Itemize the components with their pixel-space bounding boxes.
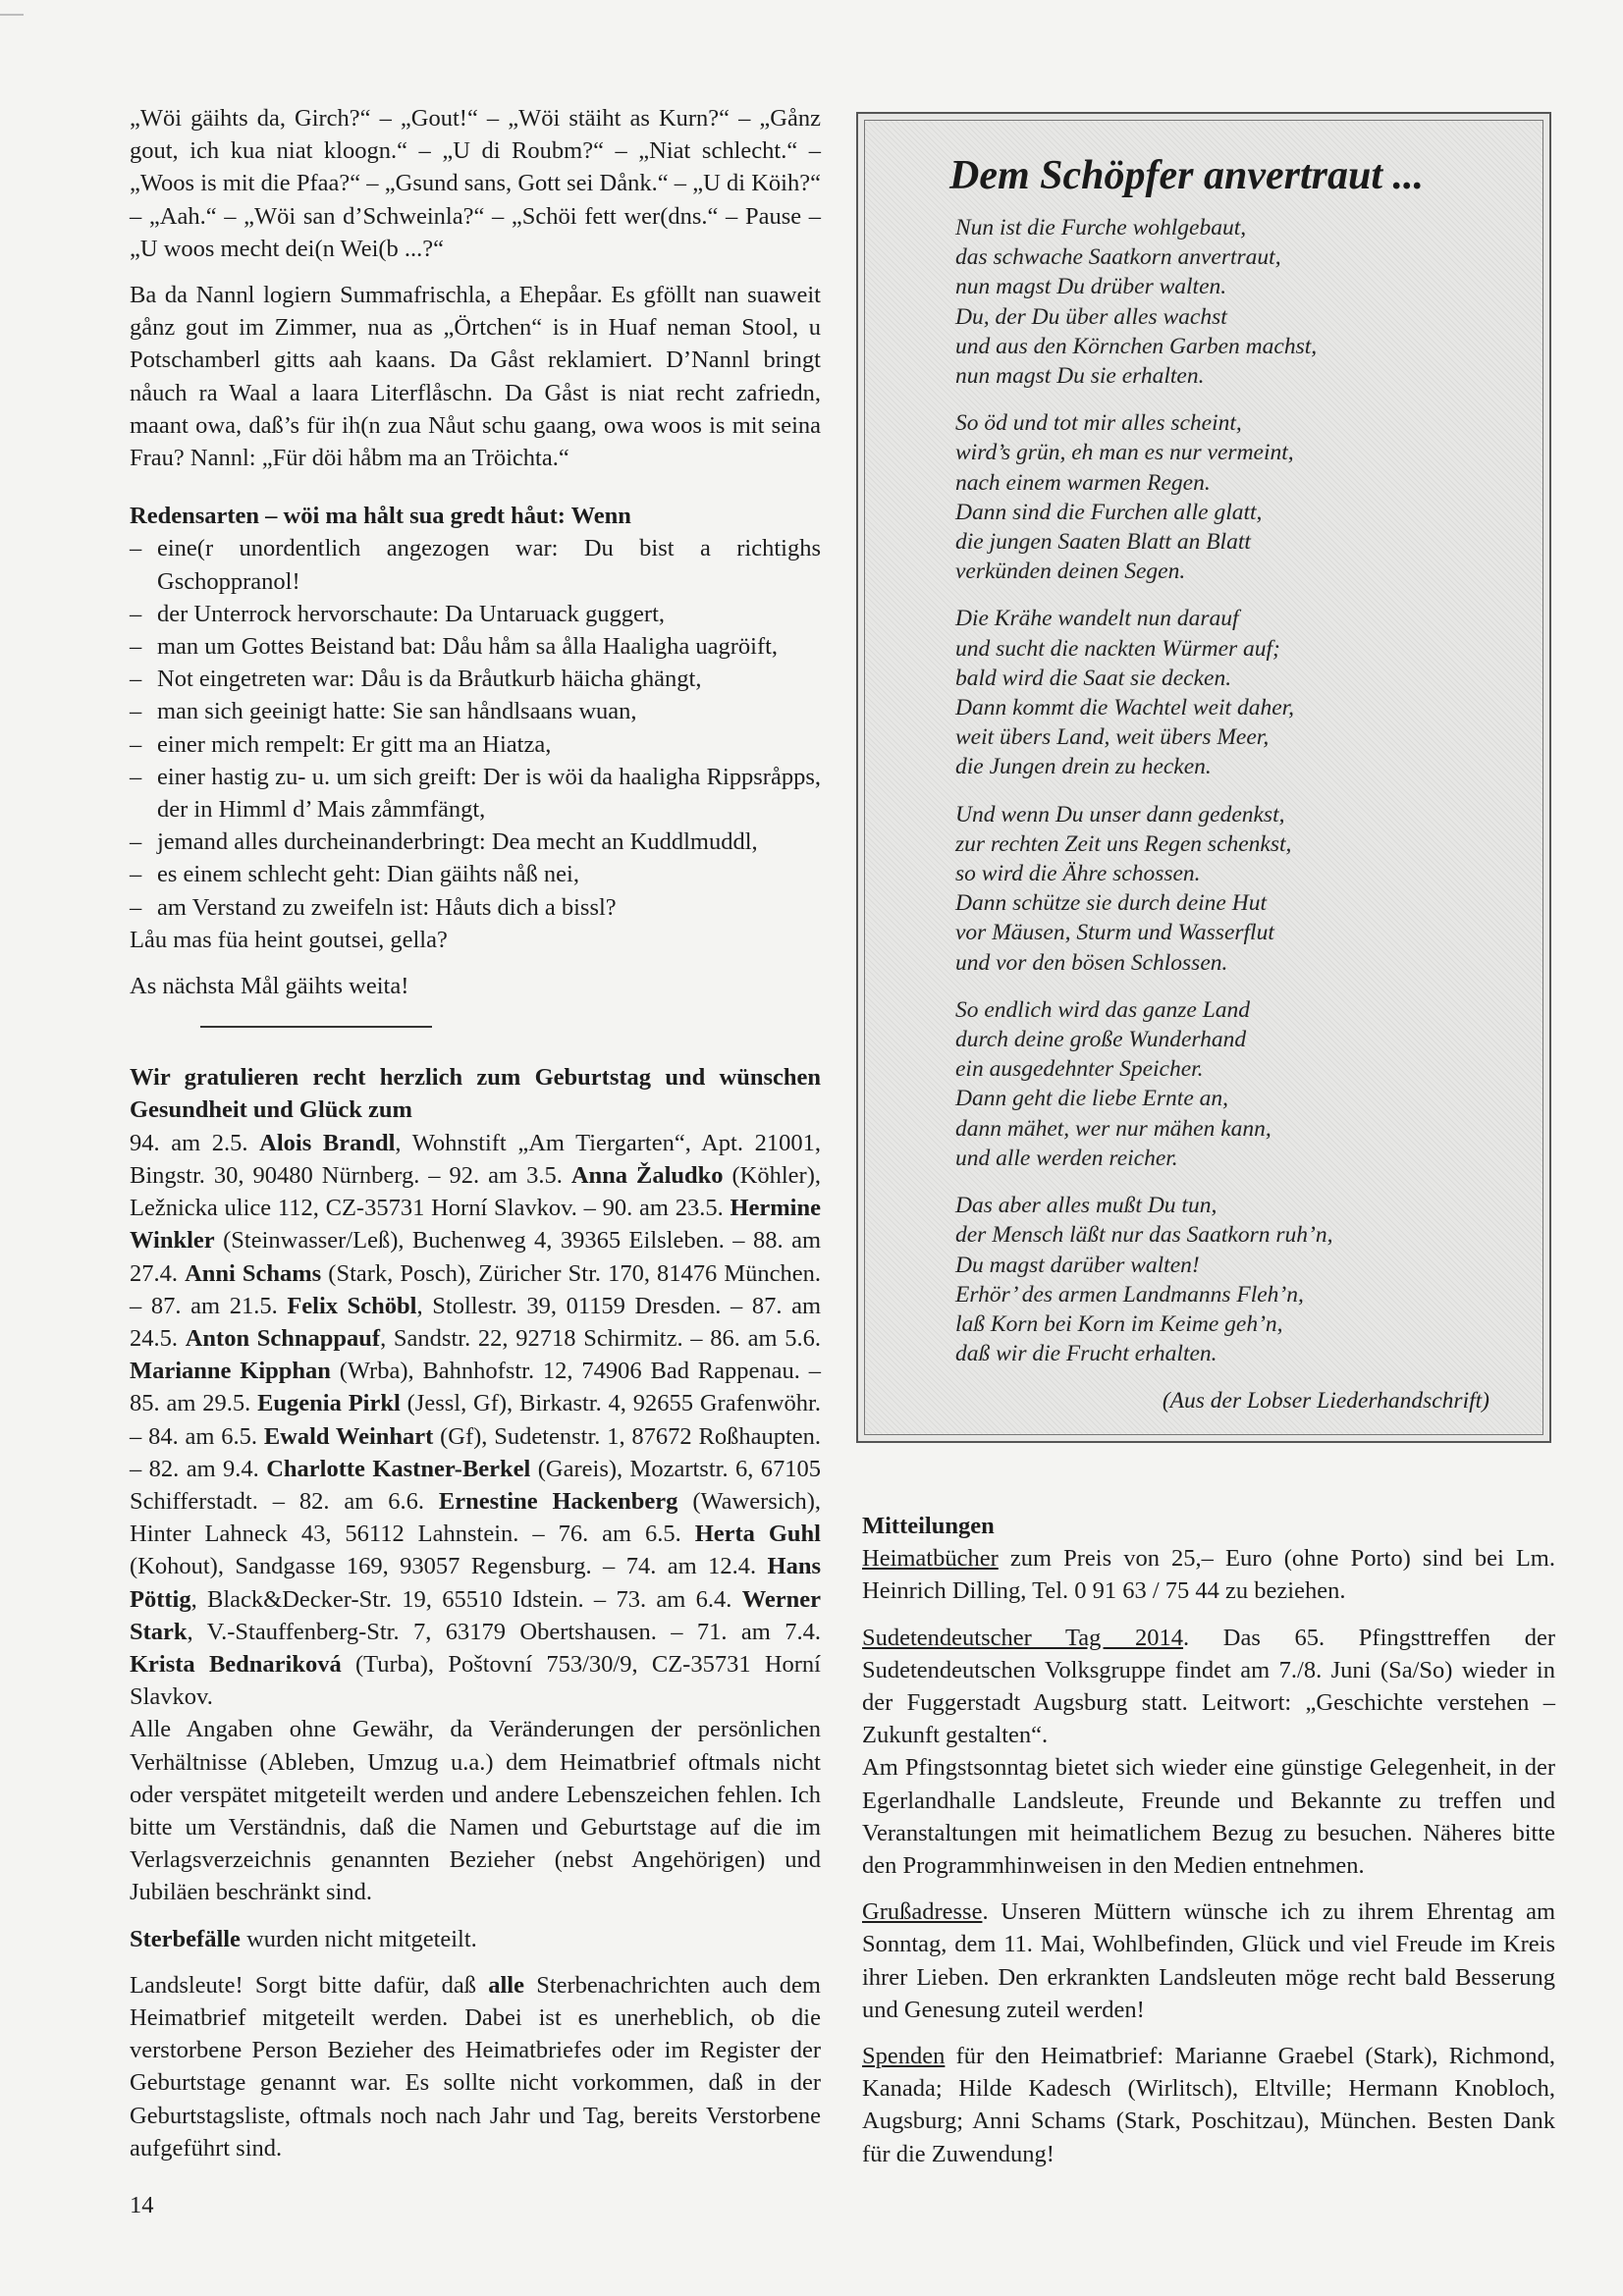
donations-text: für den Heimatbrief: Marianne Graebel (Stark), Richmond, Kanada; Hilde Kadesch (Wirlitsch), Eltville; Hermann Knobloch, Augsburg; Anni Schams (Stark, Poschitzau), München. Besten Dank für die Zuwendung! [862,2043,1555,2167]
poem-line: nun magst Du sie erhalten. [955,363,1205,390]
birthday-entry-details: , Stollestr. 39, 01159 Dresden. – [416,1292,752,1319]
poem-line: So öd und tot mir alles scheint, [955,410,1242,437]
dialect-story: Ba da Nannl logiern Summafrischla, a Ehepåar. Es gföllt nan suaweit gånz gout im Zimmer, nua as „Örtchen“ is in Huaf neman Stool, u Potschamberl gitts aah kaans. Da Gåst reklamiert. D’Nannl bringt nåuch ra Waal a laara Literflåschn. Da Gåst is niat recht zafriedn, maant owa, daß’s für ih(n zua Nåut schu gaang, owa woos is mit seina Frau? Nannl: „Für döi håbm ma an Tröichta.“ [130,282,821,472]
poem-stanza [955,408,1503,586]
poem-line: durch deine große Wunderhand [955,1027,1247,1053]
birthday-entry-prefix: 71. am 7.4. [696,1618,821,1645]
birthday-name: Marianne Kipphan [130,1358,331,1385]
birthday-entry-prefix: 82. am 6.6. [298,1487,439,1515]
birthday-entry-prefix: 84. am 6.5. [148,1422,264,1450]
birthday-entry-prefix: 92. am 3.5. [449,1161,571,1189]
announcement-pentecost: Am Pfingstsonntag bietet sich wieder eine günstige Gelegenheit, in der Egerlandhalle Landsleute, Freunde und Bekannte zu treffen und Veranstaltungen mit heimatlichem Bezug zu besuchen. Näheres bitte den Programmhinweisen in den Medien entnehmen. [862,1754,1555,1880]
announcement-donations [862,2040,1555,2170]
saying-item: – einer mich rempelt: Er gitt ma an Hiatza, [130,728,821,761]
poem-line: nun magst Du drüber walten. [955,274,1227,300]
dialect-dialog: „Wöi gäihts da, Girch?“ – „Gout!“ – „Wöi stäiht as Kurn?“ – „Gånz gout, ich kua niat kloogn.“ – „U di Roubm?“ – „Niat schlecht.“ – „Woos is mit die Pfaa?“ – „Gsund sans, Gott sei Dånk.“ – „U di Köih?“ – „Aah.“ – „Wöi san d’Schweinla?“ – „Schöi fett wer(dns.“ – Pause – „U woos mecht dei(n Wei(b ...?“ [130,105,821,262]
closing-line-2: As nächsta Mål gäihts weita! [130,973,409,1000]
saying-item: – man sich geeinigt hatte: Sie san håndlsaans wuan, [130,695,821,727]
birthday-entry-details: (Kohout), Sandgasse 169, 93057 Regensburg. – [130,1553,626,1580]
birthday-entry-details: (Wrba), Bahnhofstr. 12, 74906 Bad Rappenau. – [330,1358,821,1385]
books-text: zum Preis von 25,– Euro (ohne Porto) sind bei Lm. Heinrich Dilling, Tel. 0 91 63 / 75 44 zu beziehen. [862,1545,1555,1605]
sayings-list [130,532,821,923]
closing-line: Låu mas füa heint goutsei, gella? [130,926,448,953]
saying-item: – jemand alles durcheinanderbringt: Dea mecht an Kuddlmuddl, [130,826,821,858]
sudetendeutscher-tag-label: Sudetendeutscher Tag 2014 [862,1624,1184,1651]
birthday-heading: Wir gratulieren recht herzlich zum Geburtstag und wünschen Gesundheit und Glück zum [130,1064,821,1124]
birthday-entry-prefix: 87. am 24.5. [130,1292,822,1352]
birthday-entry-details: (Gf), Sudetenstr. 1, 87672 Roßhaupten. – [130,1422,821,1482]
saying-item: – eine(r unordentlich angezogen war: Du bist a richtighs Gschoppranol! [130,532,821,597]
donations-label: Spenden [862,2043,946,2070]
sayings-heading: Redensarten – wöi ma hålt sua gredt håut: Wenn [130,503,631,530]
poem-line: und vor den bösen Schlossen. [955,949,1228,976]
saying-item: – man um Gottes Beistand bat: Dåu håm sa ålla Haaligha uagröift, [130,630,821,663]
birthday-name: Krista Bednariková [130,1650,342,1678]
poem-line: Dann schütze sie durch deine Hut [955,890,1267,917]
birthday-list [130,1127,821,1714]
poem-line: Dann geht die liebe Ernte an, [955,1086,1229,1112]
poem-line: Dann sind die Furchen alle glatt, [955,499,1263,525]
poem-line: das schwache Saatkorn anvertraut, [955,244,1281,271]
birthday-entry-prefix: 85. am 29.5. [130,1390,258,1417]
poem-line: Erhör’ des armen Landmanns Fleh’n, [955,1281,1304,1308]
poem-stanza [955,995,1503,1173]
poem-line: Du magst darüber walten! [955,1252,1200,1278]
birthday-entry-prefix: 74. am 12.4. [625,1553,768,1580]
poem-line: Das aber alles mußt Du tun, [955,1193,1217,1219]
saying-item: – es einem schlecht geht: Dian gäihts nåß nei, [130,858,821,890]
birthday-name: Charlotte Kastner-Berkel [266,1455,531,1482]
birthday-entry-prefix: 94. am 2.5. [130,1129,260,1156]
poem-line: und sucht die nackten Würmer auf; [955,635,1280,662]
poem-line: Dann kommt die Wachtel weit daher, [955,695,1295,721]
poem-line: verkünden deinen Segen. [955,559,1186,585]
greeting-text: . Unseren Müttern wünsche ich zu ihrem Ehrentag am Sonntag, dem 11. Mai, Wohlbefinden, Glück und viel Freude im Kreis ihrer Lieben. Den erkrankten Landsleuten möge recht bald Besserung und Genesung zuteil werden! [862,1898,1555,2023]
poem-stanza [955,800,1503,978]
birthday-name: Anton Schnappauf [185,1324,381,1352]
poem-stanza [955,1191,1503,1368]
birthday-entry-prefix: 87. am 21.5. [150,1292,288,1319]
birthday-entry-details: , Sandstr. 22, 92718 Schirmitz. – [380,1324,711,1352]
deaths-note [130,1923,821,1955]
birthday-name: Felix Schöbl [287,1292,417,1319]
birthday-entry-prefix: 76. am 6.5. [558,1521,695,1548]
deaths-text: wurden nicht mitgeteilt. [240,1925,477,1952]
poem-line: Die Krähe wandelt nun darauf [955,606,1239,632]
appeal-text [130,1969,821,2164]
birthday-name: Anna Žaludko [570,1161,724,1189]
birthday-name: Hans Pöttig [130,1553,821,1613]
birthday-entry-prefix: 88. am 27.4. [130,1227,822,1287]
announcement-greeting [862,1896,1555,2026]
poem-line: die Jungen drein zu hecken. [955,754,1212,780]
section-divider [200,1026,432,1028]
poem-line: Nun ist die Furche wohlgebaut, [955,215,1247,240]
greeting-label: Grußadresse [862,1898,983,1926]
saying-item: – einer hastig zu- u. um sich greift: Der is wöi da haaligha Rippsråpps, der in Himml d’ Mais zåmmfängt, [130,761,821,826]
birthday-entry-prefix: 90. am 23.5. [602,1195,730,1222]
birthday-name: Werner Stark [130,1585,821,1645]
announcements-heading: Mitteilungen [862,1513,995,1539]
deaths-label: Sterbefälle [130,1925,241,1952]
poem-line: Und wenn Du unser dann gedenkst, [955,801,1285,828]
poem-line: zur rechten Zeit uns Regen schenkst, [955,830,1292,857]
poem-line: und aus den Körnchen Garben machst, [955,333,1318,359]
scan-corner-mark [0,14,24,16]
birthday-name: Anni Schams [185,1259,322,1287]
poem-line: die jungen Saaten Blatt an Blatt [955,529,1251,556]
birthday-name: Herta Guhl [694,1521,821,1548]
poem-box [856,112,1551,1443]
poem-line: vor Mäusen, Sturm und Wasserflut [955,920,1274,946]
birthday-name: Ernestine Hackenberg [438,1487,678,1515]
birthday-entry-prefix: 82. am 9.4. [148,1455,267,1482]
announcement-sudetendeutscher-tag [862,1622,1555,1752]
poem-line: weit übers Land, weit übers Meer, [955,724,1270,751]
poem-line: so wird die Ähre schossen. [955,861,1201,887]
birthday-entry-prefix: 86. am 5.6. [710,1324,821,1352]
poem-title: Dem Schöpfer anvertraut ... [949,153,1424,198]
birthday-entry-details: , Black&Decker-Str. 19, 65510 Idstein. – [190,1585,617,1613]
poem-line: der Mensch läßt nur das Saatkorn ruh’n, [955,1222,1333,1249]
birthday-entry-details: (Köhler), Ležnicka ulice 112, CZ-35731 Horní Slavkov. – [130,1161,821,1222]
appeal-post: Sterbenachrichten auch dem Heimatbrief mitgeteilt werden. Dabei ist es unerheblich, ob die verstorbene Person Bezieher des Heimatbriefes oder im Register der Geburtstage genannt war. Es sollte nicht vorkommen, daß in der Geburtstagsliste, oftmals noch nach Jahr und Tag, bereits Verstorbene aufgeführt sind. [130,1971,821,2162]
poem-line: daß wir die Frucht erhalten. [955,1341,1217,1367]
birthday-entry-prefix: 73. am 6.4. [616,1585,742,1613]
birthday-entry-details: (Stark, Posch), Züricher Str. 170, 81476 München. – [130,1259,821,1319]
poem-line: bald wird die Saat sie decken. [955,665,1232,691]
left-column [130,102,821,2178]
sudetendeutscher-tag-text: . Das 65. Pfingsttreffen der Sudetendeutschen Volksgruppe findet am 7./8. Juni (Sa/So) wieder in der Fuggerstadt Augsburg statt. Leitwort: „Geschichte verstehen – Zukunft gestalten“. [862,1624,1555,1749]
birthday-entry-details: (Jessl, Gf), Birkastr. 4, 92655 Grafenwöhr. – [130,1390,821,1450]
poem-source: (Aus der Lobser Liederhandschrift) [1162,1388,1489,1415]
birthday-entry-details: (Steinwasser/Leß), Buchenweg 4, 39365 Eilsleben. – [214,1227,753,1255]
birthday-name: Hermine Winkler [130,1195,821,1255]
birthday-entry-details: (Turba), Poštovní 753/30/9, CZ-35731 Horní Slavkov. [130,1650,821,1711]
poem-line: So endlich wird das ganze Land [955,996,1251,1023]
poem-stanzas [904,213,1503,1368]
right-column [862,1510,1555,2184]
appeal-pre: Landsleute! Sorgt bitte dafür, daß [130,1971,489,1999]
appeal-bold: alle [488,1971,524,1999]
poem-line: ein ausgedehnter Speicher. [955,1056,1204,1083]
birthday-entry-details: (Wawersich), Hinter Lahneck 43, 56112 Lahnstein. – [130,1487,821,1548]
birthday-entry-details: (Gareis), Mozartstr. 6, 67105 Schifferstadt. – [130,1455,822,1515]
books-label: Heimatbücher [862,1545,999,1573]
poem-line: und alle werden reicher. [955,1145,1178,1171]
announcement-books [862,1542,1555,1607]
poem-stanza [955,213,1503,391]
saying-item: – am Verstand zu zweifeln ist: Håuts dich a bissl? [130,891,821,924]
page-number: 14 [130,2192,154,2218]
poem-line: laß Korn bei Korn im Keime geh’n, [955,1310,1283,1337]
birthday-name: Ewald Weinhart [263,1422,434,1450]
birthday-entry-details: , V.-Stauffenberg-Str. 7, 63179 Obertshausen. – [187,1618,697,1645]
saying-item: – der Unterrock hervorschaute: Da Untaruack guggert, [130,598,821,630]
poem-line: Du, der Du über alles wachst [955,303,1227,330]
birthday-entry-details: , Wohnstift „Am Tiergarten“, Apt. 21001, Bingstr. 30, 90480 Nürnberg. – [130,1129,821,1189]
disclaimer-text: Alle Angaben ohne Gewähr, da Veränderungen der persönlichen Verhältnisse (Ableben, Umzug u.a.) dem Heimatbrief oftmals nicht oder verspätet mitgeteilt werden und andere Lebenszeichen fehlen. Ich bitte um Verständnis, daß die Namen und Geburtstage auf die im Verlagsverzeichnis genannten Bezieher (nebst Angehörigen) und Jubiläen beschränkt sind. [130,1716,821,1906]
birthday-name: Alois Brandl [259,1129,396,1156]
birthday-name: Eugenia Pirkl [257,1390,401,1417]
poem-line: nach einem warmen Regen. [955,469,1211,496]
poem-line: dann mähet, wer nur mähen kann, [955,1115,1271,1142]
saying-item: – Not eingetreten war: Dåu is da Bråutkurb häicha ghängt, [130,663,821,695]
poem-frame [864,120,1543,1435]
poem-stanza [955,604,1503,781]
poem-line: wird’s grün, eh man es nur vermeint, [955,440,1294,466]
